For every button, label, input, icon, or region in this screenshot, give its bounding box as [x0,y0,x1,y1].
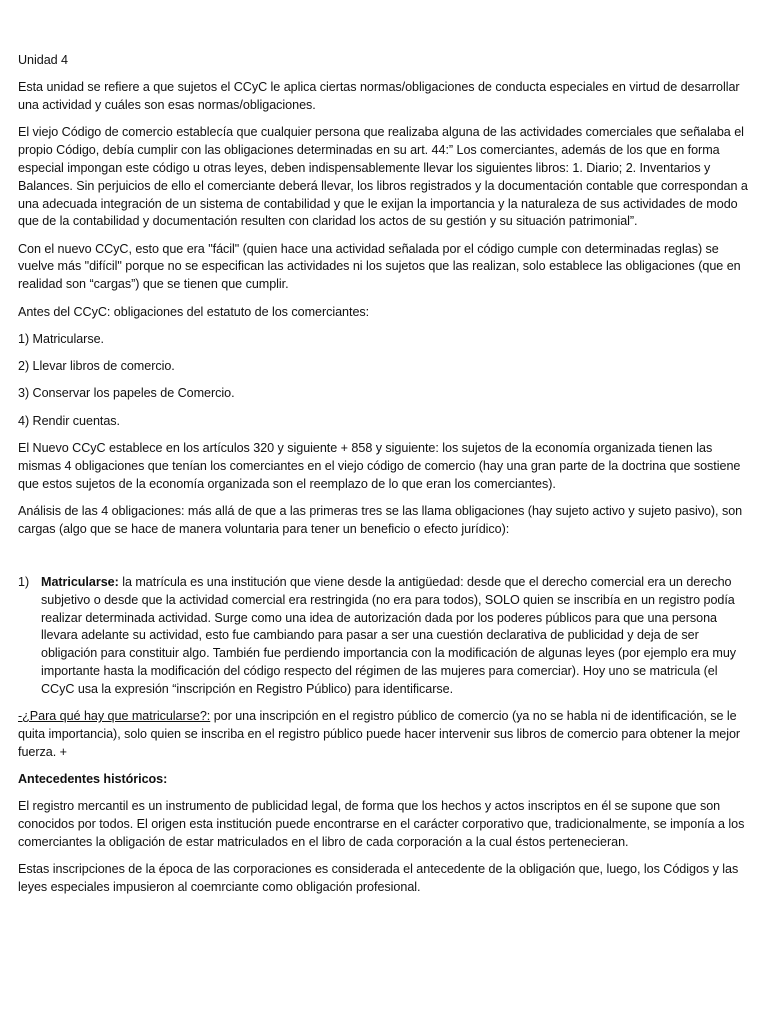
list-item-text: la matrícula es una institución que viene desde la antigüedad: desde que el derecho comercial era un derecho subjetivo o desde que la actividad comercial era restringida (no era para todos), SOLO quien se inscribía en un registro podía realizar determinada actividad. Surge como una idea de autorización dada por los poderes públicos para que una persona llevara adelante su actividad, esto fue cambiando para pasar a ser una cuestión declarativa de publicidad y deja de ser obligación para constituir algo. También fue perdiendo importancia con la modificación de algunas leyes (por ejemplo era muy importante hasta la modificación del código respecto del régimen de las mujeres para comerciar). Hoy uno se matricula (el CCyC usa la expresión “inscripción en Registro Público) para identificarse. [41,575,737,696]
obligation-item-2: 2) Llevar libros de comercio. [18,359,175,374]
document-title: Unidad 4 [18,53,69,67]
question-text: por una inscripción en el registro público de comercio (ya no se habla ni de identificación, se le quita importancia), solo quien se inscriba en el registro público puede hacer intervenir sus libros de comercio para obtener la mejor fuerza. + [18,709,741,759]
paragraph-question [18,708,754,761]
section-heading: Antecedentes históricos: [18,772,168,786]
obligation-item-3: 3) Conservar los papeles de Comercio. [18,386,235,401]
question-label: -¿Para qué hay que matricularse?: [18,709,211,724]
list-number: 1) [18,575,30,590]
obligation-item-4: 4) Rendir cuentas. [18,413,121,428]
obligation-item-1: 1) Matricularse. [18,331,104,346]
list-item-body [41,574,754,699]
paragraph-new-ccyc: El Nuevo CCyC establece en los artículos 320 y siguiente + 858 y siguiente: los sujetos de la economía organizada tienen las mismas 4 obligaciones que tenían los comerciantes en el viejo código de comercio (hay una gran parte de la doctrina que sostiene que estos sujetos de la economía organizada son el reemplazo de lo que eran los comerciantes). [18,441,741,491]
paragraph-old-code: El viejo Código de comercio establecía que cualquier persona que realizaba alguna de las actividades comerciales que señalaba el propio Código, debía cumplir con las obligaciones determinadas en su art. 44:” Los comerciantes, además de los que en forma especial impongan este código u otras leyes, deben indispensablemente llevar los siguientes libros: 1. Diario; 2. Inventarios y Balances. Sin perjuicios de ello el comerciante deberá llevar, los libros registrados y la documentación contable que correspondan a una adecuada integración de un sistema de contabilidad y que le exijan la importancia y la naturaleza de sus actividades de modo que de la contabilidad y documentación resulten con claridad los actos de su gestión y su situación patrimonial”. [18,125,748,229]
paragraph-registro: El registro mercantil es un instrumento de publicidad legal, de forma que los hechos y actos inscriptos en él se supone que son conocidos por todos. El origen esta institución puede encontrarse en el carácter corporativo que, tradicionalmente, se imponía a los comerciantes la obligación de estar matriculados en el libro de cada corporación a la cual éstos pertenecieran. [18,799,745,849]
numbered-item-matricularse [18,574,754,699]
list-item-term: Matricularse: [41,575,119,590]
document-page [18,52,754,906]
paragraph-corporaciones: Estas inscripciones de la época de las corporaciones es considerada el antecedente de la obligación que, luego, los Códigos y las leyes especiales impusieron al coemrciante como obligación profesional. [18,862,739,894]
paragraph-intro: Esta unidad se refiere a que sujetos el CCyC le aplica ciertas normas/obligaciones de conducta especiales en virtud de desarrollar una actividad y cuáles son esas normas/obligaciones. [18,80,740,113]
paragraph-new-code: Con el nuevo CCyC, esto que era "fácil" (quien hace una actividad señalada por el código cumple con determinadas reglas) se vuelve más "difícil" porque no se especifican las actividades ni los sujetos que las realizan, solo establece las obligaciones (que en realidad son “cargas”) que se tienen que cumplir. [18,241,741,292]
blank-line [18,548,754,574]
paragraph-analysis: Análisis de las 4 obligaciones: más allá de que a las primeras tres se las llama obligaciones (hay sujeto activo y sujeto pasivo), son cargas (algo que se hace de manera voluntaria para tener un beneficio o efecto jurídico): [18,503,743,536]
paragraph-before-ccyc: Antes del CCyC: obligaciones del estatuto de los comerciantes: [18,304,370,319]
